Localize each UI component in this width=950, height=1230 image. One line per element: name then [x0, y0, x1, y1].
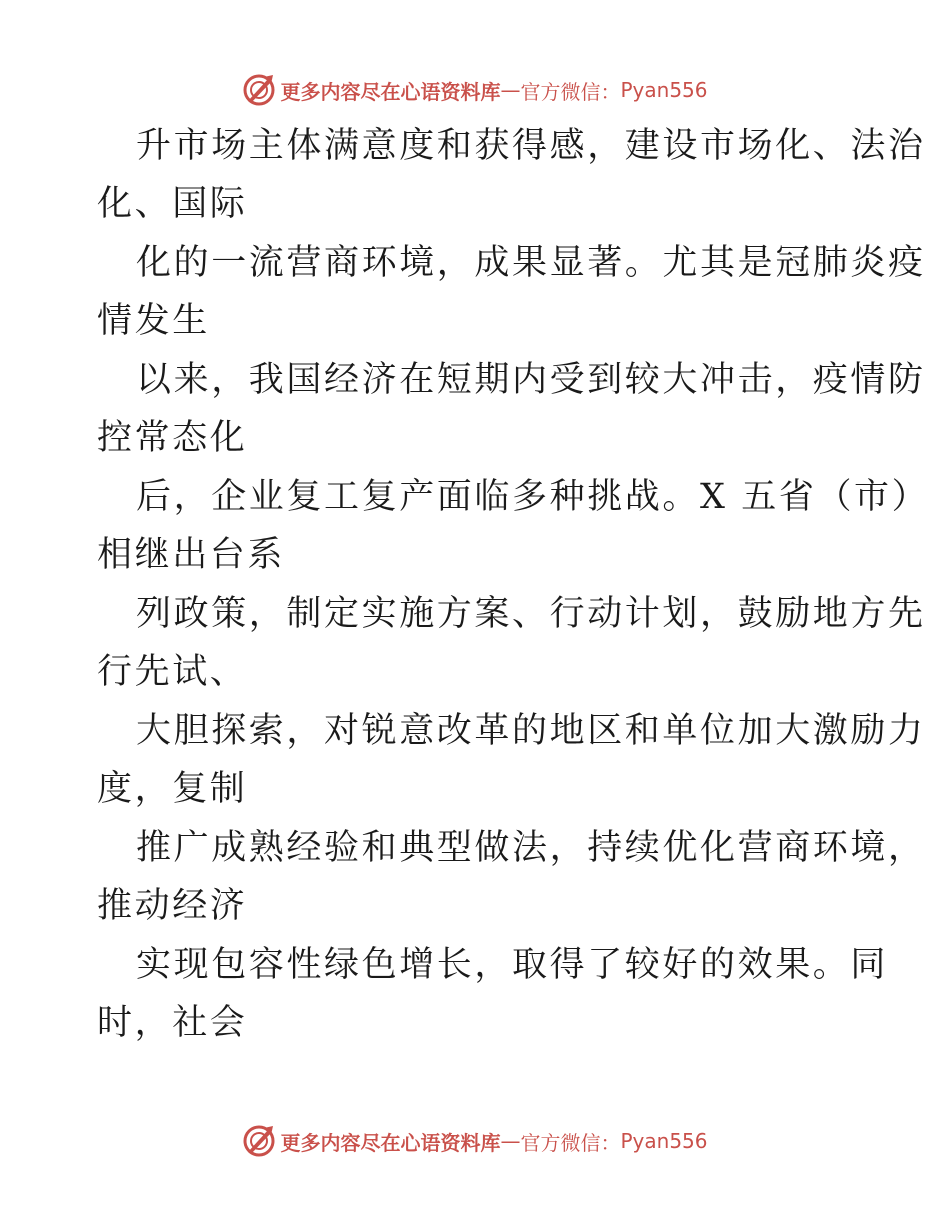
- text-line: 相继出台系: [97, 535, 286, 575]
- text-line: 控常态化: [97, 418, 248, 458]
- watermark-wechat-label: 官方微信：: [520, 1130, 621, 1155]
- watermark-wechat-id: Pyan556: [620, 78, 708, 102]
- text-line: 化、国际: [97, 184, 248, 224]
- watermark-dash: —: [500, 1129, 521, 1153]
- text-line: 以来，我国经济在短期内受到较大冲击，疫情防: [136, 360, 926, 400]
- watermark-wechat-label: 官方微信：: [520, 79, 621, 104]
- text-line: 实现包容性绿色增长，取得了较好的效果。同: [136, 945, 889, 985]
- text-line: 时，社会: [97, 1003, 248, 1043]
- text-line: 列政策，制定实施方案、行动计划，鼓励地方先: [136, 594, 926, 634]
- watermark-site-text: 更多内容尽在心语资料库: [280, 79, 501, 104]
- text-line: 后，企业复工复产面临多种挑战。X 五省（市）: [136, 477, 930, 517]
- watermark-wechat-id: Pyan556: [620, 1129, 708, 1153]
- quill-logo-icon: [242, 73, 276, 107]
- text-line: 推广成熟经验和典型做法，持续优化营商环境，: [136, 828, 926, 868]
- quill-logo-icon: [242, 1124, 276, 1158]
- text-line: 大胆探索，对锐意改革的地区和单位加大激励力: [136, 711, 926, 751]
- text-line: 化的一流营商环境，成果显著。尤其是冠肺炎疫: [136, 243, 926, 283]
- watermark-site-text: 更多内容尽在心语资料库: [280, 1130, 501, 1155]
- text-line: 升市场主体满意度和获得感，建设市场化、法治: [136, 126, 926, 166]
- watermark-dash: —: [500, 78, 521, 102]
- header-watermark: [0, 70, 950, 110]
- text-line: 情发生: [97, 301, 210, 341]
- text-line: 行先试、: [97, 652, 248, 692]
- text-line: 推动经济: [97, 886, 248, 926]
- text-line: 度，复制: [97, 769, 248, 809]
- footer-watermark: [0, 1121, 950, 1161]
